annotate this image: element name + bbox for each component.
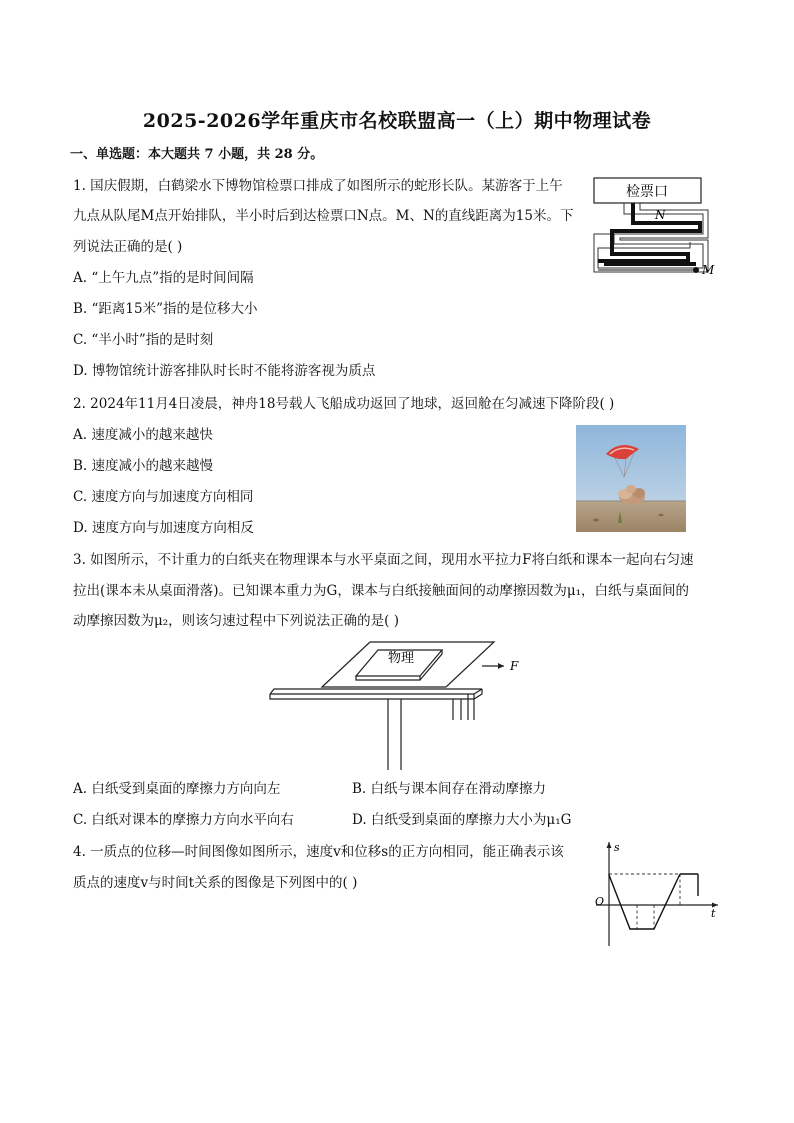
force-label: F [510, 659, 519, 673]
q1-line-1: 1. 国庆假期，白鹤梁水下博物馆检票口排成了如图所示的蛇形长队。某游客于上午 [73, 178, 563, 194]
q2-line-1: 2. 2024年11月4日凌晨，神舟18号载人飞船成功返回了地球，返回舱在匀减速下降阶段( ) [73, 396, 615, 412]
q1-line-3: 列说法正确的是( ) [73, 239, 183, 255]
q3-line-3: 动摩擦因数为μ₂，则该匀速过程中下列说法正确的是( ) [73, 613, 400, 629]
q2-option-d: D. 速度方向与加速度方向相反 [73, 520, 254, 536]
displacement-time-graph [590, 838, 740, 950]
q4-line-2: 质点的速度v与时间t关系的图像是下列图中的( ) [73, 875, 358, 891]
t-axis-label: t [711, 907, 716, 920]
q3-option-d: D. 白纸受到桌面的摩擦力大小为μ₁G [352, 812, 572, 828]
q1-line-2: 九点从队尾M点开始排队，半小时后到达检票口N点。M、N的直线距离为15米。下 [73, 208, 574, 224]
q1-option-a: A. “上午九点”指的是时间间隔 [73, 270, 254, 286]
origin-label: O [595, 895, 605, 908]
ticket-gate-label: 检票口 [626, 184, 668, 200]
point-n-label: N [655, 208, 666, 222]
q1-option-c: C. “半小时”指的是时刻 [73, 332, 214, 348]
queue-figure [590, 176, 720, 281]
point-m-label: M [702, 263, 715, 277]
graph-line [609, 874, 680, 929]
q3-option-b: B. 白纸与课本间存在滑动摩擦力 [352, 781, 547, 797]
s-axis-label: s [614, 841, 620, 854]
table-book-figure [268, 636, 528, 772]
q3-option-c: C. 白纸对课本的摩擦力方向水平向右 [73, 812, 294, 828]
table-leg-front [388, 699, 401, 770]
q3-option-a: A. 白纸受到桌面的摩擦力方向向左 [73, 781, 281, 797]
q4-line-1: 4. 一质点的位移—时间图像如图所示，速度v和位移s的正方向相同，能正确表示该 [73, 844, 564, 860]
queue-path [598, 203, 700, 261]
q2-option-a: A. 速度减小的越来越快 [73, 427, 213, 443]
q3-line-2: 拉出(课本未从桌面滑落)。已知课本重力为G，课本与白纸接触面间的动摩擦因数为μ₁，白纸与桌面间的 [73, 583, 690, 599]
q3-line-1: 3. 如图所示，不计重力的白纸夹在物理课本与水平桌面之间，现用水平拉力F将白纸和课本一起向右匀速 [73, 552, 694, 568]
book-label: 物理 [387, 651, 415, 666]
page-title: 2025-2026学年重庆市名校联盟高一（上）期中物理试卷 [142, 110, 652, 132]
q1-option-d: D. 博物馆统计游客排队时长时不能将游客视为质点 [73, 363, 376, 379]
q2-option-c: C. 速度方向与加速度方向相同 [73, 489, 254, 505]
capsule-landing-photo [576, 425, 686, 532]
q1-option-b: B. “距离15米”指的是位移大小 [73, 301, 258, 317]
table-leg-back [453, 699, 461, 720]
section-heading: 一、单选题：本大题共 7 小题，共 28 分。 [70, 147, 324, 162]
q2-option-b: B. 速度减小的越来越慢 [73, 458, 214, 474]
